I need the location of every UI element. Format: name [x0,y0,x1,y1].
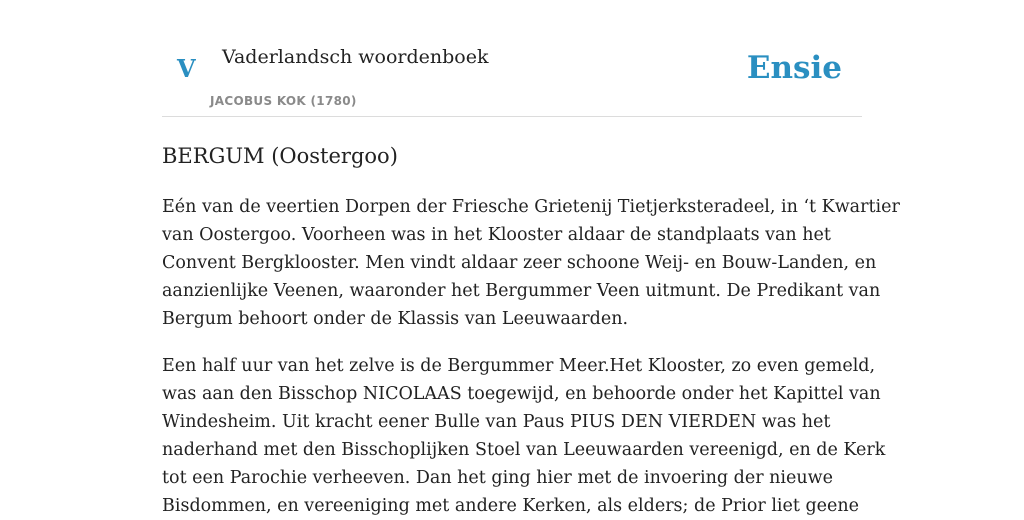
entry-paragraph-2 [162,352,886,520]
ensie-logo[interactable]: Ensie [746,50,842,86]
paragraph-line: Bisdommen, en vereeniging met andere Kerken, als elders; de Prior liet geene [162,496,860,516]
page [162,0,900,520]
paragraph-line: Convent Bergklooster. Men vindt aldaar zeer schoone Weij- en Bouw-Landen, en [162,253,877,273]
paragraph-line: naderhand met den Bisschoplijken Stoel van Leeuwaarden vereenigd, en de Kerk [162,440,886,460]
paragraph-line: Eén van de veertien Dorpen der Friesche Grietenij Tietjerksteradeel, in ‘t Kwartier [162,197,900,217]
paragraph-line: tot een Parochie verheeven. Dan het ging hier met de invoering der nieuwe [162,468,833,488]
entry-paragraph-1 [162,193,900,333]
paragraph-line: Windesheim. Uit kracht eener Bulle van Paus PIUS DEN VIERDEN was het [162,412,831,432]
header [162,0,862,117]
paragraph-line: aanzienlijke Veenen, waaronder het Bergummer Veen uitmunt. De Predikant van [162,281,881,301]
paragraph-line: van Oostergoo. Voorheen was in het Klooster aldaar de standplaats van het [162,225,831,245]
paragraph-line: Bergum behoort onder de Klassis van Leeuwaarden. [162,309,629,329]
book-author: JACOBUS KOK (1780) [210,94,357,108]
entry-title: BERGUM (Oostergoo) [162,144,398,168]
book-title-link[interactable]: Vaderlandsch woordenboek [222,46,489,68]
paragraph-line: was aan den Bisschop NICOLAAS toegewijd, en behoorde onder het Kapittel van [162,384,881,404]
paragraph-line: Een half uur van het zelve is de Bergummer Meer.Het Klooster, zo even gemeld, [162,356,876,376]
book-letter-badge[interactable]: V [177,54,196,83]
